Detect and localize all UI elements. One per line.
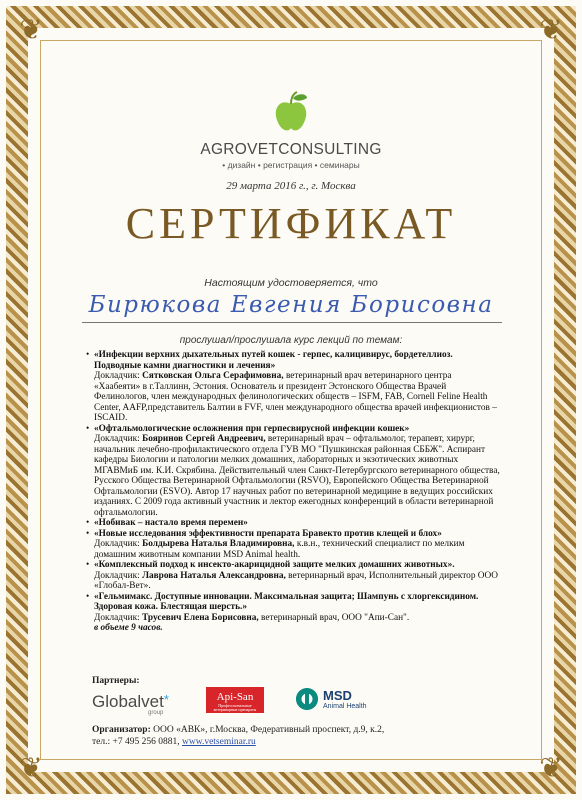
lecture-item: • «Инфекции верхних дыхательных путей кошек - герпес, калицивирус, бордетеллиоз. Подводные камни диагностики и лечения» Докладчик: Сятковская Ольга Серафимовна, ветеринарный врач ветеринарного центра «Хаабеяти» в г.Таллинн, Эстония. Основатель и президент Эстонского Общества Врачей Фелинологов, член международных фелинологических обществ – ISFM, FAB, Cornell Feline Health Center, AAFP,представитель Балтии в FVF, член международного общества врачей инфекционистов – ISCAID. <box>86 350 497 423</box>
issue-date: 29 марта 2016 г., г. Москва <box>226 180 356 192</box>
lecture-title: «Новые исследования эффективности препарата Бравекто против клещей и блох» <box>94 528 442 539</box>
speaker-name: Сятковская Ольга Серафимовна, <box>142 371 284 381</box>
globalvet-name: Globalvet <box>92 692 164 711</box>
brand-tagline: • дизайн • регистрация • семинары <box>222 160 360 170</box>
speaker-details: ветеринарный врач ветеринарного центра «Хаабеяти» в г.Таллинн, Эстония. Основатель и президент Эстонского Общества Врачей Фелинологов, член международных фелинологических обществ – ISFM, FAB, Cornell Feline Health Center, AAFP,представитель Балтии в FVF, член международного общества врачей инфекционистов – ISCAID. <box>94 371 497 423</box>
lecture-item: • «Нобивак – настало время перемен» <box>86 518 248 528</box>
speaker-prefix: Докладчик: <box>94 539 143 549</box>
organizer-website-link[interactable]: www.vetseminar.ru <box>181 737 256 747</box>
lecture-title: «Комплексный подход к инсекто-акарицидной защите мелких домашних животных». <box>94 560 455 570</box>
lecture-item: • «Комплексный подход к инсекто-акарицидной защите мелких домашних животных». Докладчик: Лаврова Наталья Александровна, ветеринарный врач, Исполнительный директор ООО «Глобал-Вет». <box>86 560 498 591</box>
speaker-name: Лаврова Наталья Александровна, <box>142 570 286 581</box>
speaker-details: ветеринарный врач, Исполнительный директор ООО «Глобал-Вет». <box>94 570 498 591</box>
lecture-title: «Офтальмологические осложнения при герпесвирусной инфекции кошек» <box>94 423 410 434</box>
speaker-details: к.в.н., технический специалист по мелким домашним животным компании MSD Animal health. <box>94 539 465 560</box>
lecture-item: • «Офтальмологические осложнения при герпесвирусной инфекции кошек» Докладчик: Бояринов Сергей Андреевич, ветеринарный врач – офтальмолог, терапевт, хирург, начальник лечебно-профилактического отдела ГУВ МО "Пушкинская районная СББЖ". Аспирант кафедры Биологии и патологии мелких домашних, лабораторных и экзотических животных МГАВМиБ им. К.И. Скрябина. Действительный член Санкт-Петербургского ветеринарного общества, Русского Общества Ветеринарной Офтальмологии (RSVO), Европейского Общества Ветеринарной Офтальмологии (ESVO). Автор 17 научных работ по ветеринарной медицине в ведущих российских изданиях. С 2009 года активный участник и лектор ежегодных конференций в области ветеринарной офтальмологии. <box>86 423 500 518</box>
msd-sub: Animal Health <box>323 703 367 710</box>
organizer-phone: тел.: +7 495 256 0881, <box>92 737 180 747</box>
recipient-name: Бирюкова Евгения Борисовна <box>88 292 494 318</box>
organizer-info <box>92 724 502 748</box>
certificate-title: СЕРТИФИКАТ <box>125 199 457 248</box>
speaker-prefix: Докладчик: <box>94 371 143 381</box>
lecture-title: «Гельмимакс. Доступные инновации. Максимальная защита; Шампунь с хлоргексидином. Здоровая кожа. Блестящая шерсть.» <box>94 591 479 612</box>
corner-ornament-icon: ❦ <box>19 753 43 784</box>
attended-text: прослушал/прослушала курс лекций по темам: <box>179 335 403 346</box>
speaker-name: Болдырева Наталья Владимировна, <box>142 539 295 549</box>
speaker-details: ветеринарный врач – офтальмолог, терапевт, хирург, начальник лечебно-профилактического отдела ГУВ МО "Пушкинская районная СББЖ". Аспирант кафедры Биологии и патологии мелких домашних, лабораторных и экзотических животных МГАВМиБ им. К.И. Скрябина. Действительный член Санкт-Петербургского ветеринарного общества, Русского Общества Ветеринарной Офтальмологии (RSVO), Европейского Общества Ветеринарной Офтальмологии (ESVO). Автор 17 научных работ по ветеринарной медицине в ведущих российских изданиях. С 2009 года активный участник и лектор ежегодных конференций в области ветеринарной офтальмологии. <box>94 434 500 518</box>
partner-logos <box>88 686 428 716</box>
apisan-logo <box>206 687 264 713</box>
lecture-title: «Нобивак – настало время перемен» <box>94 518 248 528</box>
name-underline <box>82 322 502 323</box>
speaker-prefix: Докладчик: <box>94 570 143 581</box>
organizer-logo <box>0 90 582 170</box>
speaker-name: Бояринов Сергей Андреевич, <box>142 434 266 444</box>
corner-ornament-icon: ❦ <box>19 15 43 46</box>
lecture-item: • «Гельмимакс. Доступные инновации. Максимальная защита; Шампунь с хлоргексидином. Здоровая кожа. Блестящая шерсть.» Докладчик: Трусевич Елена Борисовна, ветеринарный врач, ООО "Апи-Сан". в объеме 9 часов. <box>86 591 479 633</box>
lecture-list <box>86 350 500 634</box>
lecture-item: • «Новые исследования эффективности препарата Бравекто против клещей и блох» Докладчик: Болдырева Наталья Владимировна, к.в.н., технический специалист по мелким домашним животным компании MSD Animal health. <box>86 528 465 560</box>
certify-text: Настоящим удостоверяется, что <box>204 277 378 289</box>
brand-name: AGROVETCONSULTING <box>200 141 382 158</box>
msd-emblem-icon <box>296 688 318 710</box>
globalvet-sub: group <box>148 710 164 716</box>
msd-name: MSD <box>323 688 352 703</box>
corner-ornament-icon: ❦ <box>539 15 563 46</box>
course-duration: в объеме 9 часов. <box>94 623 163 633</box>
globalvet-logo <box>92 692 169 716</box>
lecture-title: «Инфекции верхних дыхательных путей кошек - герпес, калицивирус, бордетеллиоз. Подводные камни диагностики и лечения» <box>94 350 453 371</box>
asterisk-icon: * <box>163 692 169 707</box>
apisan-name: Api-San <box>216 691 254 703</box>
speaker-prefix: Докладчик: <box>94 434 143 444</box>
speaker-details: ветеринарный врач, ООО "Апи-Сан". <box>258 612 410 623</box>
apisan-sub: Профессиональные ветеринарные препараты <box>213 703 257 712</box>
partners-label: Партнеры: <box>92 676 140 686</box>
speaker-name: Трусевич Елена Борисовна, <box>142 612 259 623</box>
organizer-address: ООО «АВК», г.Москва, Федеративный проспект, д.9, к.2, <box>150 725 385 735</box>
organizer-label: Организатор: <box>92 725 151 735</box>
corner-ornament-icon: ❦ <box>539 753 563 784</box>
speaker-prefix: Докладчик: <box>94 612 143 623</box>
apple-leaf-icon <box>271 90 311 134</box>
